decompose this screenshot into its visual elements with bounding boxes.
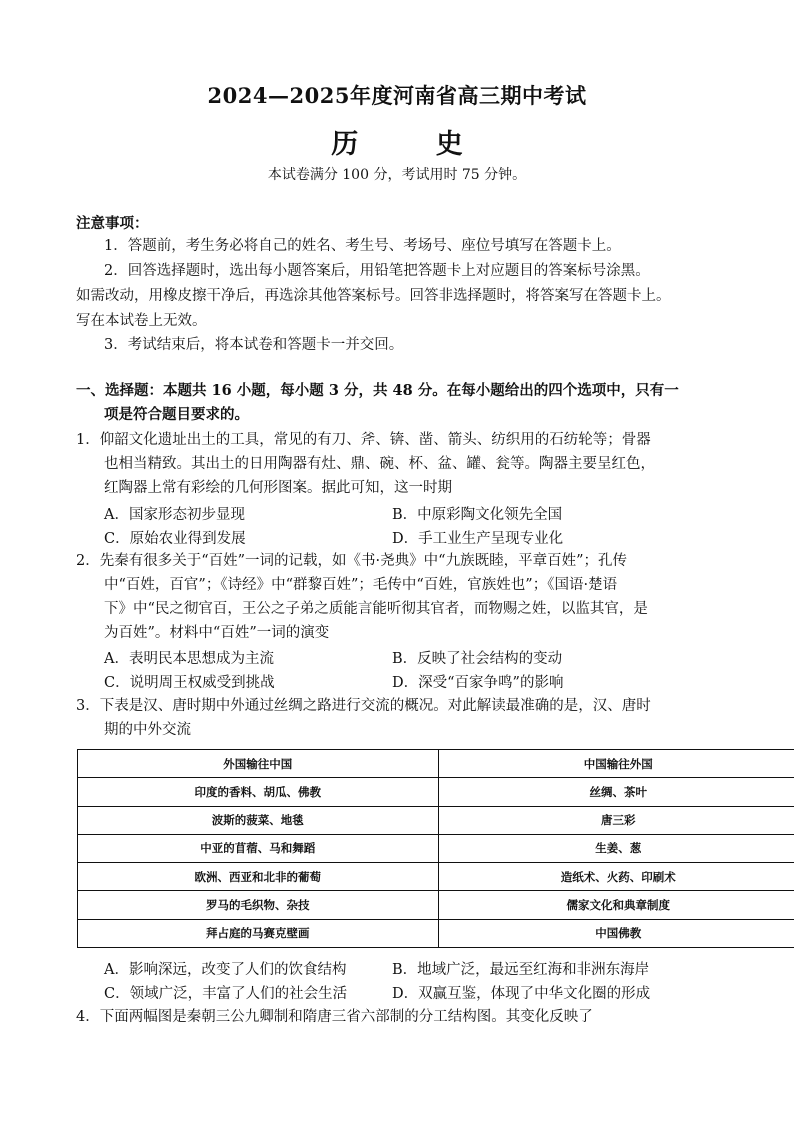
table-cell: 拜占庭的马赛克壁画 — [78, 919, 439, 947]
q1-option-d: D．手工业生产呈现专业化 — [392, 531, 564, 547]
q1-option-b: B．中原彩陶文化领先全国 — [392, 507, 563, 523]
q2-option-d: D．深受“百家争鸣”的影响 — [392, 675, 564, 691]
notice-item-2-line-3: 写在本试卷上无效。 — [76, 313, 207, 329]
notice-item-2-line-1: 2．回答选择题时，选出每小题答案后，用铅笔把答题卡上对应题目的答案标号涂黑。 — [104, 263, 650, 279]
table-cell: 罗马的毛织物、杂技 — [78, 891, 439, 919]
q3-stem-line-1: 3．下表是汉、唐时期中外通过丝绸之路进行交流的概况。对此解读最准确的是，汉、唐时 — [76, 698, 651, 714]
q4-stem-line-1: 4．下面两幅图是秦朝三公九卿制和隋唐三省六部制的分工结构图。其变化反映了 — [76, 1009, 593, 1025]
notice-item-2-line-2: 如需改动，用橡皮擦干净后，再选涂其他答案标号。回答非选择题时，将答案写在答题卡上。 — [76, 288, 671, 304]
table-cell: 唐三彩 — [438, 806, 794, 834]
table-cell: 生姜、葱 — [438, 834, 794, 862]
table-header-cell: 外国输往中国 — [78, 750, 439, 778]
table-cell: 印度的香料、胡瓜、佛教 — [78, 778, 439, 806]
table-cell: 波斯的菠菜、地毯 — [78, 806, 439, 834]
section-heading-line-1: 一、选择题：本题共 16 小题，每小题 3 分，共 48 分。在每小题给出的四个选项中，只有一 — [76, 382, 679, 399]
table-cell: 造纸术、火药、印刷术 — [438, 863, 794, 891]
q2-option-a: A．表明民本思想成为主流 — [104, 651, 274, 667]
q1-stem-line-2: 也相当精致。其出土的日用陶器有灶、鼎、碗、杯、盆、罐、瓮等。陶器主要呈红色， — [104, 456, 655, 472]
table-row — [78, 919, 794, 947]
table-row — [78, 863, 794, 891]
exam-title: 2024—2025年度河南省高三期中考试 — [207, 83, 587, 108]
table-cell: 儒家文化和典章制度 — [438, 891, 794, 919]
q3-option-d: D．双赢互鉴，体现了中华文化圈的形成 — [392, 986, 651, 1002]
q1-stem-line-3: 红陶器上常有彩绘的几何形图案。据此可知，这一时期 — [104, 480, 452, 496]
table-row — [78, 891, 794, 919]
q2-stem-line-4: 为百姓”。材料中“百姓”一词的演变 — [104, 625, 330, 641]
q3-option-c: C．领域广泛，丰富了人们的社会生活 — [104, 986, 348, 1002]
notice-item-3: 3．考试结束后，将本试卷和答题卡一并交回。 — [104, 337, 404, 353]
q3-option-b: B．地域广泛，最远至红海和非洲东海岸 — [392, 962, 650, 978]
q1-stem-line-1: 1．仰韶文化遗址出土的工具，常见的有刀、斧、锛、凿、箭头、纺织用的石纺轮等；骨器 — [76, 432, 651, 448]
q2-option-b: B．反映了社会结构的变动 — [392, 651, 563, 667]
notice-heading: 注意事项： — [76, 215, 149, 232]
table-row — [78, 778, 794, 806]
notice-item-1: 1．答题前，考生务必将自己的姓名、考生号、考场号、座位号填写在答题卡上。 — [104, 238, 621, 254]
table-row — [78, 806, 794, 834]
q2-stem-line-3: 下》中“民之彻官百，王公之子弟之质能言能听彻其官者，而物赐之姓，以监其官，是 — [104, 601, 648, 617]
table-header-row — [78, 750, 794, 778]
subject-title: 历 史 — [331, 129, 497, 160]
table-cell: 欧洲、西亚和北非的葡萄 — [78, 863, 439, 891]
section-heading-line-2: 项是符合题目要求的。 — [104, 406, 249, 423]
q1-option-a: A．国家形态初步显现 — [104, 507, 245, 523]
table-cell: 中亚的苜蓿、马和舞蹈 — [78, 834, 439, 862]
q1-option-c: C．原始农业得到发展 — [104, 531, 246, 547]
q2-option-c: C．说明周王权威受到挑战 — [104, 675, 275, 691]
table-row — [78, 834, 794, 862]
table-cell: 中国佛教 — [438, 919, 794, 947]
q2-stem-line-2: 中“百姓，百官”；《诗经》中“群黎百姓”；毛传中“百姓，官族姓也”；《国语·楚语 — [104, 577, 618, 593]
q3-stem-line-2: 期的中外交流 — [104, 722, 191, 738]
exam-info: 本试卷满分 100 分，考试用时 75 分钟。 — [267, 167, 527, 183]
silk-road-exchange-table — [77, 749, 794, 948]
q3-option-a: A．影响深远，改变了人们的饮食结构 — [104, 962, 347, 978]
q2-stem-line-1: 2．先秦有很多关于“百姓”一词的记载，如《书·尧典》中“九族既睦，平章百姓”；孔传 — [76, 553, 627, 569]
table-cell: 丝绸、茶叶 — [438, 778, 794, 806]
table-header-cell: 中国输往外国 — [438, 750, 794, 778]
